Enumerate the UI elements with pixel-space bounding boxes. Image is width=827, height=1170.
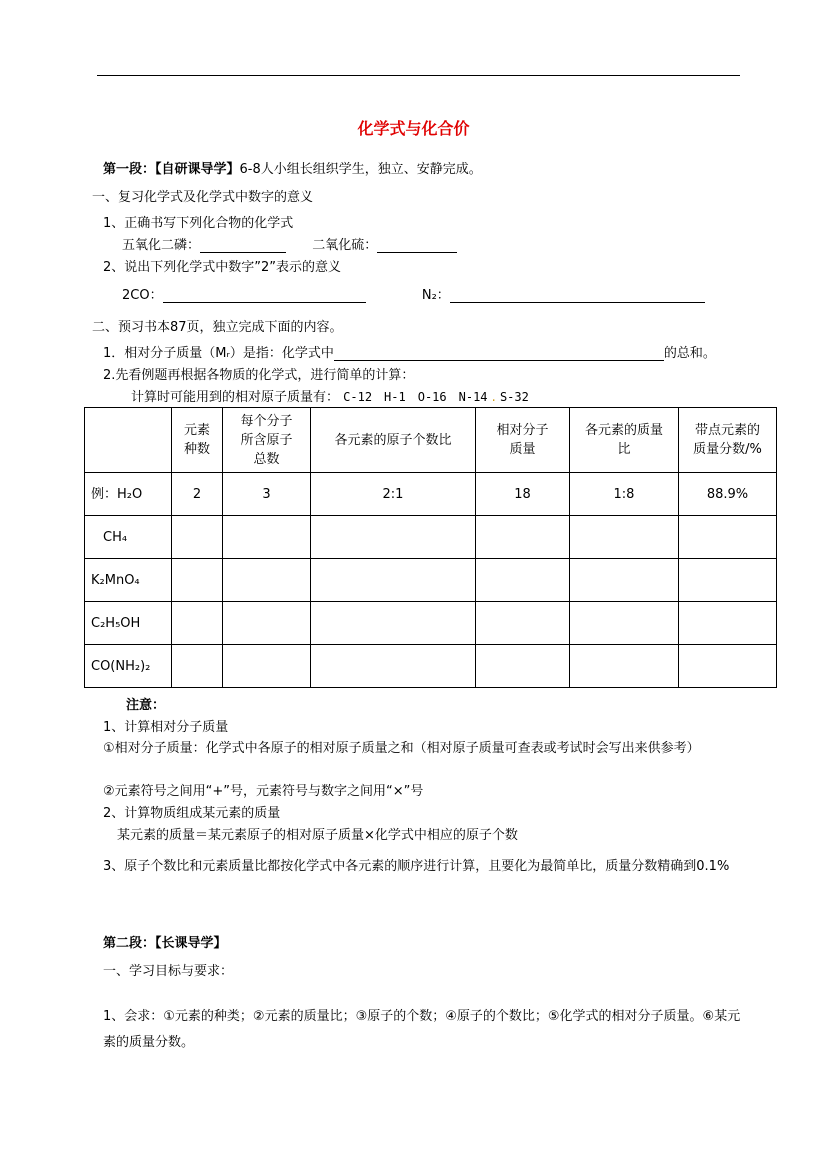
answer-cell[interactable] <box>172 602 223 645</box>
atomic-mass-values: C-12 H-1 O-16 N-14 <box>343 390 488 404</box>
answer-cell[interactable] <box>223 559 311 602</box>
answer-cell[interactable] <box>311 602 476 645</box>
answer-cell[interactable] <box>223 602 311 645</box>
answer-cell[interactable] <box>679 645 777 688</box>
header-cell: 相对分子质量 <box>476 408 570 473</box>
question-2-items <box>122 284 705 303</box>
formula-cell: C₂H₅OH <box>85 602 172 645</box>
question-1-items <box>122 234 457 253</box>
table-row <box>85 516 777 559</box>
so2-label: 二氧化硫： <box>312 238 378 253</box>
goal-1: 1、会求：①元素的种类；②元素的质量比；③原子的个数；④原子的个数比；⑤化学式的相对分子质量。⑥某元素的质量分数。 <box>103 1009 741 1050</box>
question-2: 2、说出下列化学式中数字”2”表示的意义 <box>103 260 342 275</box>
formula-cell: K₂MnO₄ <box>85 559 172 602</box>
note-1b: ②元素符号之间用“+”号，元素符号与数字之间用“×”号 <box>103 784 424 799</box>
p2o5-label: 五氧化二磷： <box>122 238 201 253</box>
table-cell: 1:8 <box>570 473 679 516</box>
answer-cell[interactable] <box>570 516 679 559</box>
part2-heading: 二、预习书本87页，独立完成下面的内容。 <box>92 320 343 335</box>
answer-cell[interactable] <box>476 559 570 602</box>
table-row <box>85 645 777 688</box>
n2-label: N₂： <box>421 288 450 303</box>
table-cell: 例：H₂O <box>85 473 172 516</box>
answer-cell[interactable] <box>223 645 311 688</box>
calc-intro: 2.先看例题再根据各物质的化学式，进行简单的计算： <box>103 368 415 383</box>
answer-cell[interactable] <box>172 559 223 602</box>
answer-cell[interactable] <box>570 602 679 645</box>
note-1: 1、计算相对分子质量 <box>103 720 229 735</box>
answer-cell[interactable] <box>172 516 223 559</box>
answer-cell[interactable] <box>311 516 476 559</box>
answer-cell[interactable] <box>311 559 476 602</box>
atomic-mass-dot: . <box>491 390 496 405</box>
atomic-mass-sulfur: S-32 <box>499 390 529 404</box>
table-row <box>85 602 777 645</box>
header-cell: 各元素的原子个数比 <box>311 408 476 473</box>
table-cell: 2 <box>172 473 223 516</box>
header-cell: 每个分子所含原子总数 <box>223 408 311 473</box>
header-rule <box>97 75 740 76</box>
definition-answer-blank[interactable] <box>334 347 664 361</box>
note-1a: ①相对分子质量：化学式中各原子的相对原子质量之和（相对原子质量可查表或考试时会写出来供参考） <box>103 741 700 756</box>
definition-line <box>103 342 716 361</box>
table-cell: 3 <box>223 473 311 516</box>
answer-cell[interactable] <box>570 645 679 688</box>
formula-cell: CH₄ <box>85 516 172 559</box>
goals-heading: 一、学习目标与要求： <box>103 964 234 979</box>
p2o5-answer-blank[interactable] <box>200 239 286 253</box>
atomic-mass-prefix: 计算时可能用到的相对原子质量有： <box>131 390 340 405</box>
answer-cell[interactable] <box>172 645 223 688</box>
section1-heading <box>103 158 482 177</box>
answer-cell[interactable] <box>570 559 679 602</box>
section1-label: 第一段：【自研课导学】 <box>103 162 240 177</box>
header-cell: 元素种数 <box>172 408 223 473</box>
section2-heading: 第二段：【长课导学】 <box>103 936 227 951</box>
so2-answer-blank[interactable] <box>377 239 457 253</box>
calculation-table <box>84 407 777 688</box>
table-cell: 88.9% <box>679 473 777 516</box>
n2-answer-blank[interactable] <box>450 289 705 303</box>
answer-cell[interactable] <box>679 516 777 559</box>
table-cell: 18 <box>476 473 570 516</box>
note-title: 注意： <box>126 698 166 713</box>
answer-cell[interactable] <box>679 602 777 645</box>
2co-label: 2CO： <box>122 288 163 303</box>
part1-heading: 一、复习化学式及化学式中数字的意义 <box>92 190 314 205</box>
answer-cell[interactable] <box>679 559 777 602</box>
definition-prefix: 1．相对分子质量（Mᵣ）是指：化学式中 <box>103 346 334 361</box>
header-cell: 带点元素的质量分数/% <box>679 408 777 473</box>
answer-cell[interactable] <box>311 645 476 688</box>
header-cell: 各元素的质量比 <box>570 408 679 473</box>
table-row <box>85 559 777 602</box>
atomic-mass-line <box>131 386 529 405</box>
table-header-row <box>85 408 777 473</box>
answer-cell[interactable] <box>223 516 311 559</box>
table-row <box>85 473 777 516</box>
note-2a: 某元素的质量＝某元素原子的相对原子质量×化学式中相应的原子个数 <box>117 828 518 843</box>
note-2: 2、计算物质组成某元素的质量 <box>103 806 281 821</box>
question-1: 1、正确书写下列化合物的化学式 <box>103 216 294 231</box>
note-3: 3、原子个数比和元素质量比都按化学式中各元素的顺序进行计算，且要化为最简单比，质量分数精确到0.1% <box>103 859 730 874</box>
table-cell: 2:1 <box>311 473 476 516</box>
answer-cell[interactable] <box>476 516 570 559</box>
definition-suffix: 的总和。 <box>663 346 716 361</box>
page-title: 化学式与化合价 <box>357 119 470 138</box>
section1-instruction: 6-8人小组长组织学生，独立、安静完成。 <box>239 162 482 177</box>
formula-cell: CO(NH₂)₂ <box>85 645 172 688</box>
answer-cell[interactable] <box>476 645 570 688</box>
answer-cell[interactable] <box>476 602 570 645</box>
header-cell <box>85 408 172 473</box>
2co-answer-blank[interactable] <box>163 289 366 303</box>
